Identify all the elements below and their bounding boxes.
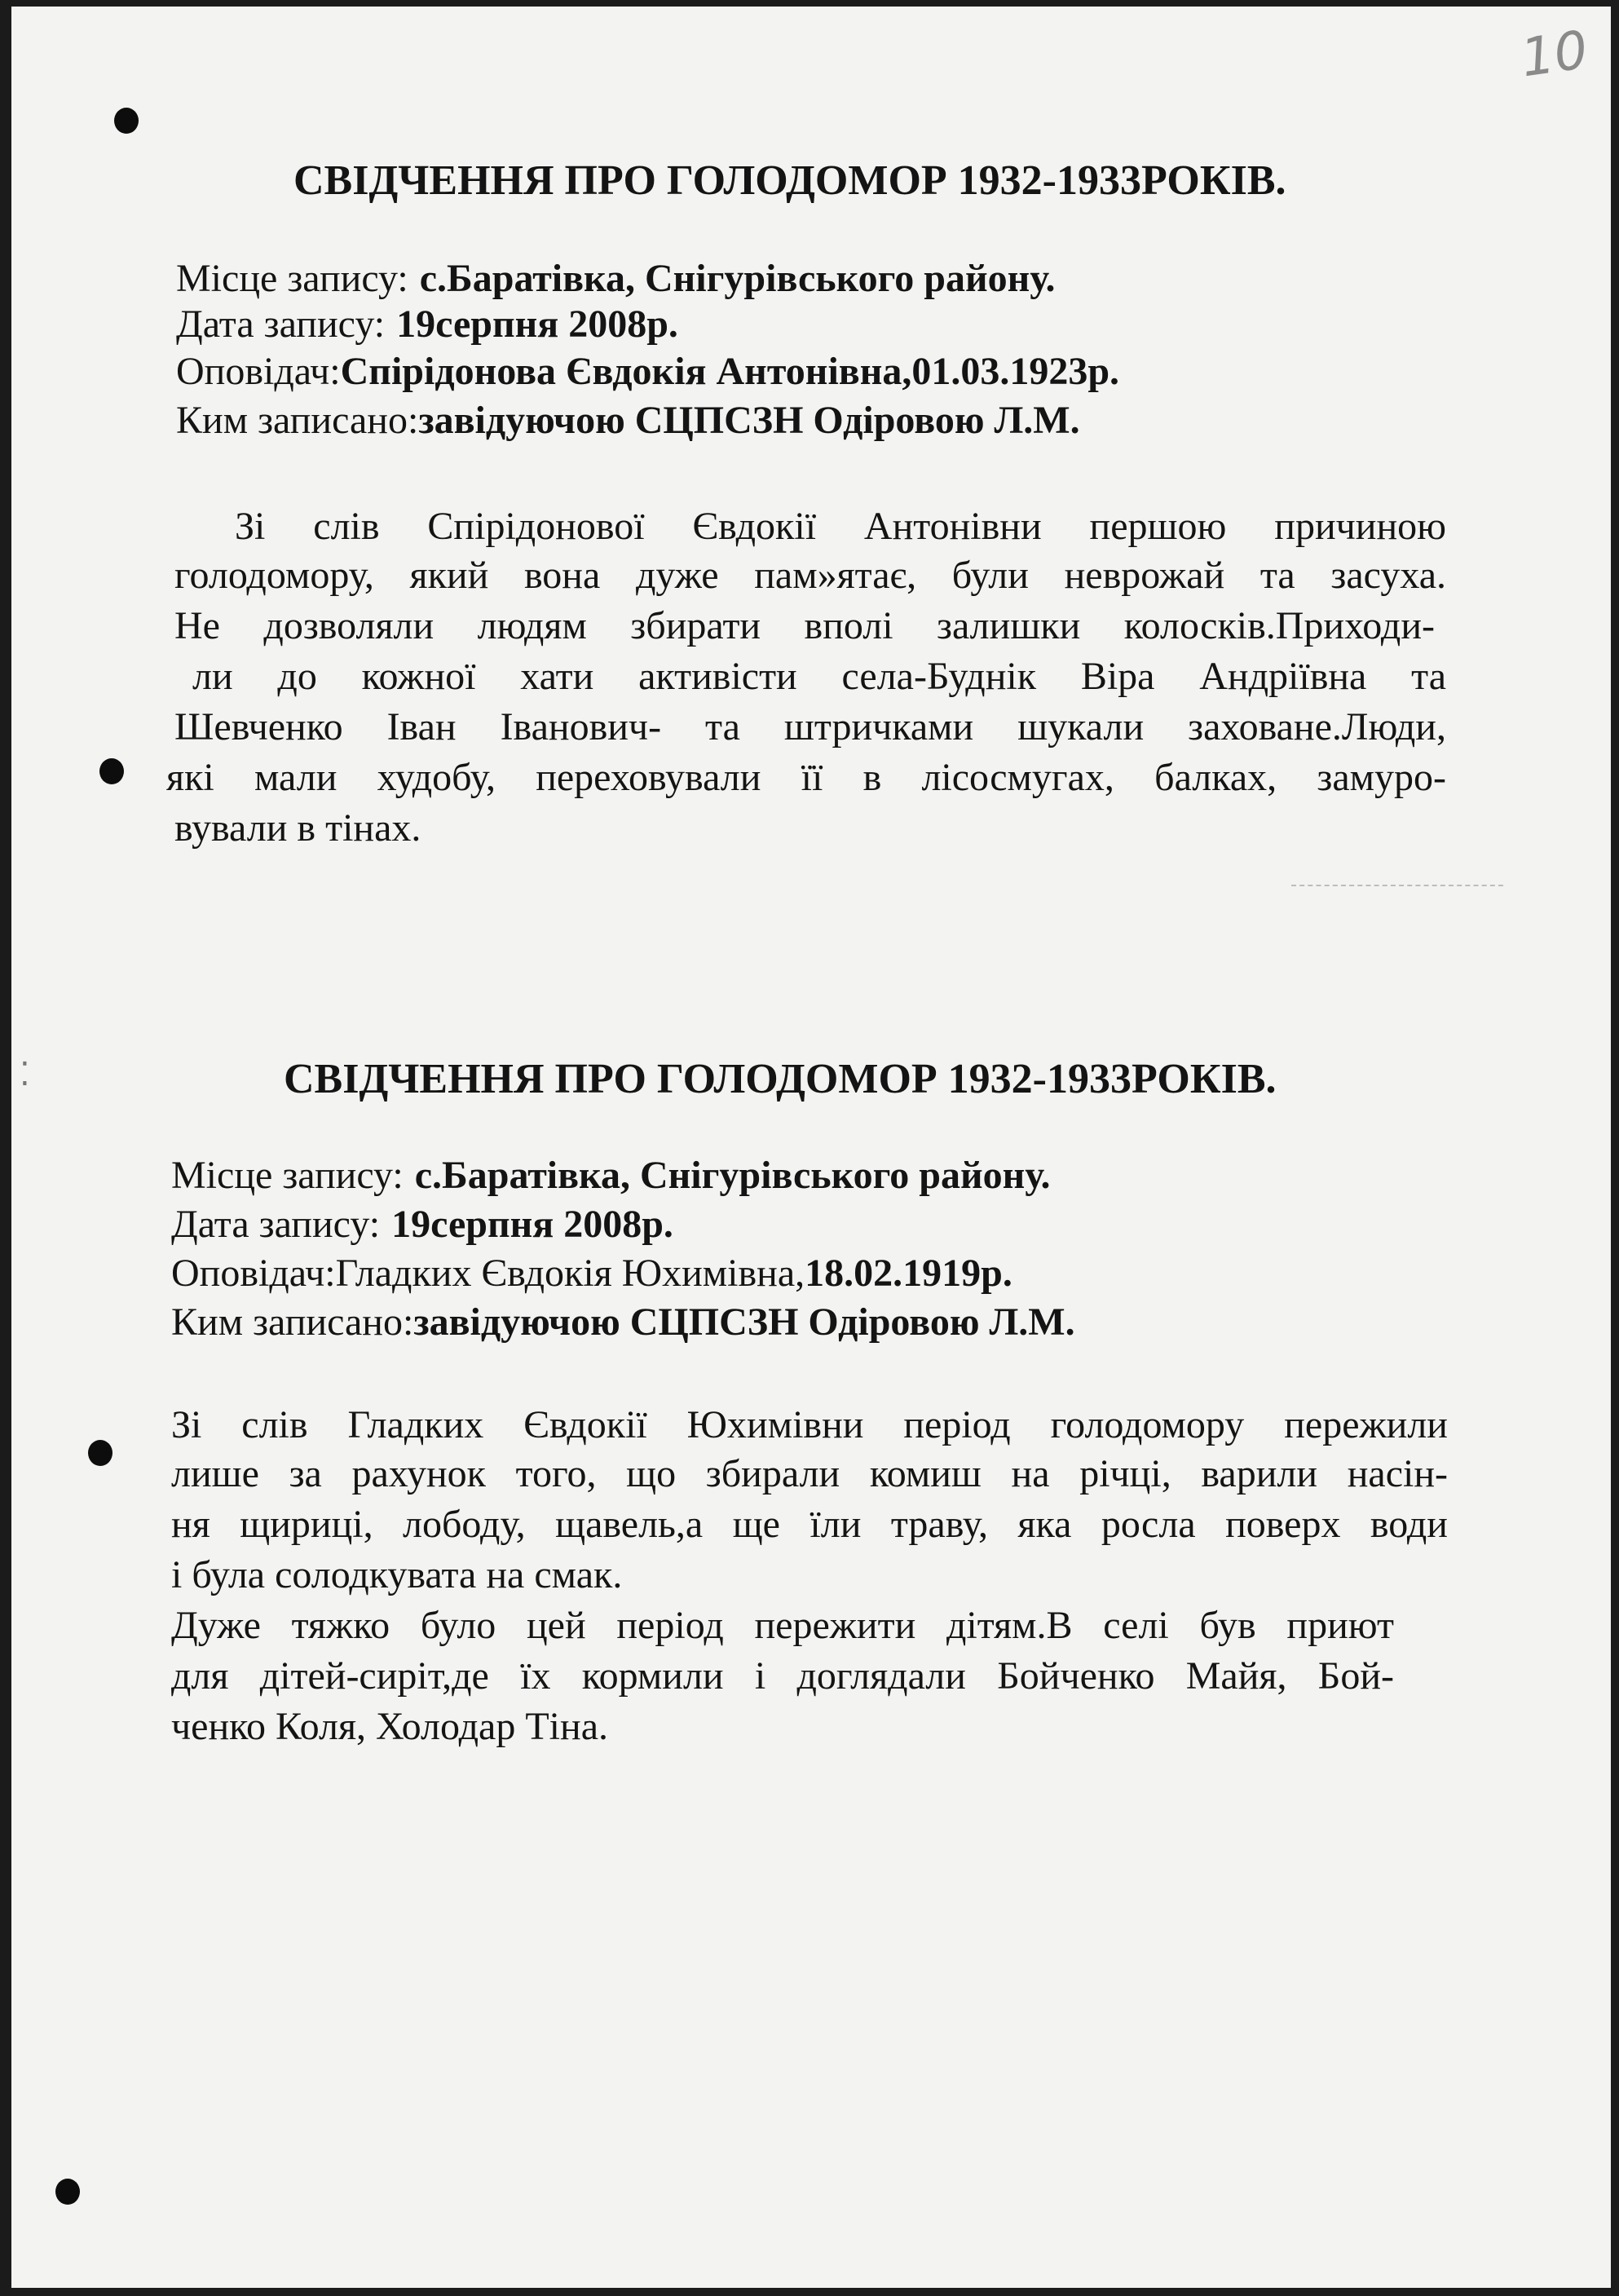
section-1-place-label: Місце запису: [176,257,408,300]
section-2-narrator-value: 18.02.1919р. [805,1252,1012,1295]
section-1-body-line: Не дозволяли людям збирати вполі залишки колосків.Приходи- [174,604,1435,647]
section-1-body-line: вували в тінах. [174,806,421,850]
section-1-date-value: 19серпня 2008р. [396,302,678,346]
section-1-date-line [176,302,678,347]
section-1-recorder-line [176,398,1080,443]
section-2-narrator-line [171,1251,1012,1296]
section-2-body-line: ня щириці, лободу, щавель,а ще їли траву, яка росла поверх води [171,1503,1448,1546]
punch-hole [99,758,124,784]
section-1-body-line: які мали худобу, переховували її в лісосмугах, балках, замуро- [166,756,1446,799]
section-1-body-line: голодомору, який вона дуже пам»ятає, були неврожай та засуха. [174,554,1446,597]
section-2-recorder-label: Ким записано: [171,1300,414,1344]
punch-hole [88,1440,112,1466]
section-2-recorder-value: завідуючою СЦПСЗН Одіровою Л.М. [413,1300,1075,1344]
document-page [11,7,1611,2288]
section-2-body-line: для дітей-сиріт,де їх кормили і доглядали Бойченко Майя, Бой- [171,1654,1394,1698]
punch-hole [114,108,139,134]
section-2-body-line: ченко Коля, Холодар Тіна. [171,1705,608,1748]
section-2-recorder-line [171,1300,1075,1344]
section-1-narrator-value: Спірідонова Євдокія Антонівна,01.03.1923р. [340,350,1120,393]
section-2-body-line: лише за рахунок того, що збирали комиш на річці, варили насін- [171,1452,1448,1495]
section-1-recorder-value: завідуючою СЦПСЗН Одіровою Л.М. [418,399,1080,442]
section-1-body-line: ли до кожної хати активісти села-Буднік Віра Андріївна та [192,655,1446,698]
section-1-body-line: Шевченко Іван Іванович- та штричками шукали заховане.Люди, [174,705,1446,748]
scan-mark: ⁚ [20,1056,30,1093]
section-2-place-value: с.Баратівка, Снігурівського району. [414,1154,1051,1197]
section-2-date-value: 19серпня 2008р. [391,1203,673,1246]
section-2-date-label: Дата запису: [171,1203,381,1246]
section-1-narrator-line [176,349,1119,394]
section-1-recorder-label: Ким записано: [176,399,419,442]
section-1-body-line: Зі слів Спірідонової Євдокії Антонівни першою причиною [235,505,1446,548]
section-1-title: СВІДЧЕННЯ ПРО ГОЛОДОМОР 1932-1933РОКІВ. [293,157,1286,204]
section-1-place-line [176,256,1055,301]
section-2-date-line [171,1202,673,1247]
section-2-title: СВІДЧЕННЯ ПРО ГОЛОДОМОР 1932-1933РОКІВ. [284,1056,1277,1102]
section-1-place-value: с.Баратівка, Снігурівського району. [419,257,1056,300]
section-2-body-line: Зі слів Гладких Євдокії Юхимівни період голодомору пережили [171,1403,1448,1446]
page-number: 10 [1517,20,1592,90]
section-1-date-label: Дата запису: [176,302,386,346]
section-2-narrator-label: Оповідач: [171,1252,336,1295]
section-1-narrator-label: Оповідач: [176,350,341,393]
section-2-place-line [171,1153,1050,1198]
section-2-narrator-name: Гладких Євдокія Юхимівна, [335,1252,805,1295]
section-2-body-line: і була солодкувата на смак. [171,1553,623,1596]
section-2-body-line: Дуже тяжко було цей період пережити дітям.В селі був приют [171,1604,1394,1647]
divider [1291,885,1503,886]
punch-hole [55,2179,80,2205]
section-2-place-label: Місце запису: [171,1154,404,1197]
